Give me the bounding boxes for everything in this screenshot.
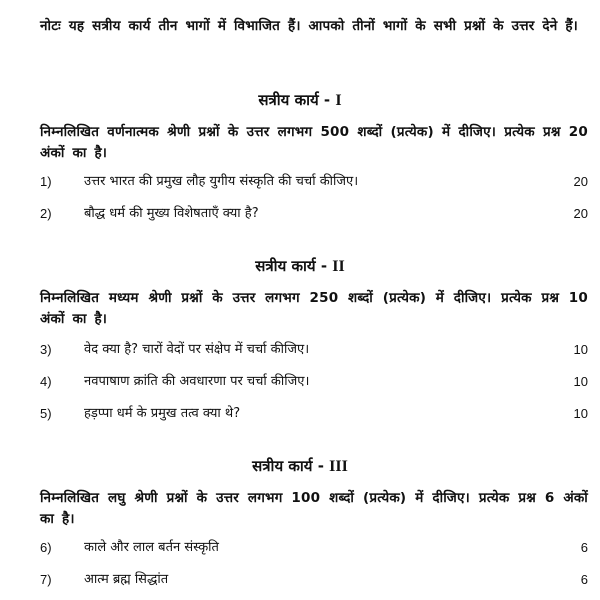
section-instruction-1: निम्नलिखित वर्णनात्मक श्रेणी प्रश्नों के उत्तर लगभग 500 शब्दों (प्रत्येक) में दीजिए। प्रत्येक प्रश्न 20 अंकों का है। — [40, 124, 588, 161]
question-number: 2) — [40, 206, 52, 221]
question-number: 7) — [40, 572, 52, 587]
question-text: उत्तर भारत की प्रमुख लौह युगीय संस्कृति की चर्चा कीजिए। — [84, 174, 359, 189]
question-row — [40, 340, 588, 360]
question-marks: 10 — [573, 406, 588, 421]
question-row — [40, 538, 588, 558]
question-marks: 6 — [580, 572, 588, 587]
section-title: सत्रीय कार्य - — [258, 91, 336, 109]
question-marks: 20 — [573, 174, 588, 189]
section-instruction-2: निम्नलिखित मध्यम श्रेणी प्रश्नों के उत्तर लगभग 250 शब्दों (प्रत्येक) में दीजिए। प्रत्येक प्रश्न 10 अंकों का है। — [40, 290, 588, 327]
section-title: सत्रीय कार्य - — [255, 257, 333, 275]
question-text: वेद क्या है? चारों वेदों पर संक्षेप में चर्चा कीजिए। — [84, 342, 310, 357]
section-heading-3 — [0, 456, 600, 477]
section-roman-numeral: II — [332, 258, 345, 275]
section-heading-2 — [0, 256, 600, 277]
section-roman-numeral: III — [329, 458, 348, 475]
question-number: 6) — [40, 540, 52, 555]
question-text: काले और लाल बर्तन संस्कृति — [84, 540, 219, 555]
question-marks: 10 — [573, 374, 588, 389]
question-row — [40, 172, 588, 192]
question-row — [40, 570, 588, 590]
question-number: 4) — [40, 374, 52, 389]
question-text: नवपाषाण क्रांति की अवधारणा पर चर्चा कीजिए। — [84, 374, 310, 389]
question-row — [40, 204, 588, 224]
section-title: सत्रीय कार्य - — [252, 457, 330, 475]
question-row — [40, 372, 588, 392]
question-marks: 6 — [580, 540, 588, 555]
question-text: आत्म ब्रह्म सिद्धांत — [84, 572, 169, 587]
section-roman-numeral: I — [335, 92, 342, 109]
question-number: 5) — [40, 406, 52, 421]
question-number: 3) — [40, 342, 52, 357]
question-marks: 10 — [573, 342, 588, 357]
question-text: हड़प्पा धर्म के प्रमुख तत्व क्या थे? — [84, 406, 241, 421]
question-text: बौद्ध धर्म की मुख्य विशेषताएँ क्या है? — [84, 206, 259, 221]
question-row — [40, 404, 588, 424]
section-instruction-3: निम्नलिखित लघु श्रेणी प्रश्नों के उत्तर लगभग 100 शब्दों (प्रत्येक) में दीजिए। प्रत्येक प्रश्न 6 अंकों का है। — [40, 490, 588, 527]
question-marks: 20 — [573, 206, 588, 221]
assignment-note: नोटः यह सत्रीय कार्य तीन भागों में विभाजित हैं। आपको तीनों भागों के सभी प्रश्नों के उत्तर देने हैं। — [40, 18, 578, 34]
section-heading-1 — [0, 90, 600, 111]
question-number: 1) — [40, 174, 52, 189]
